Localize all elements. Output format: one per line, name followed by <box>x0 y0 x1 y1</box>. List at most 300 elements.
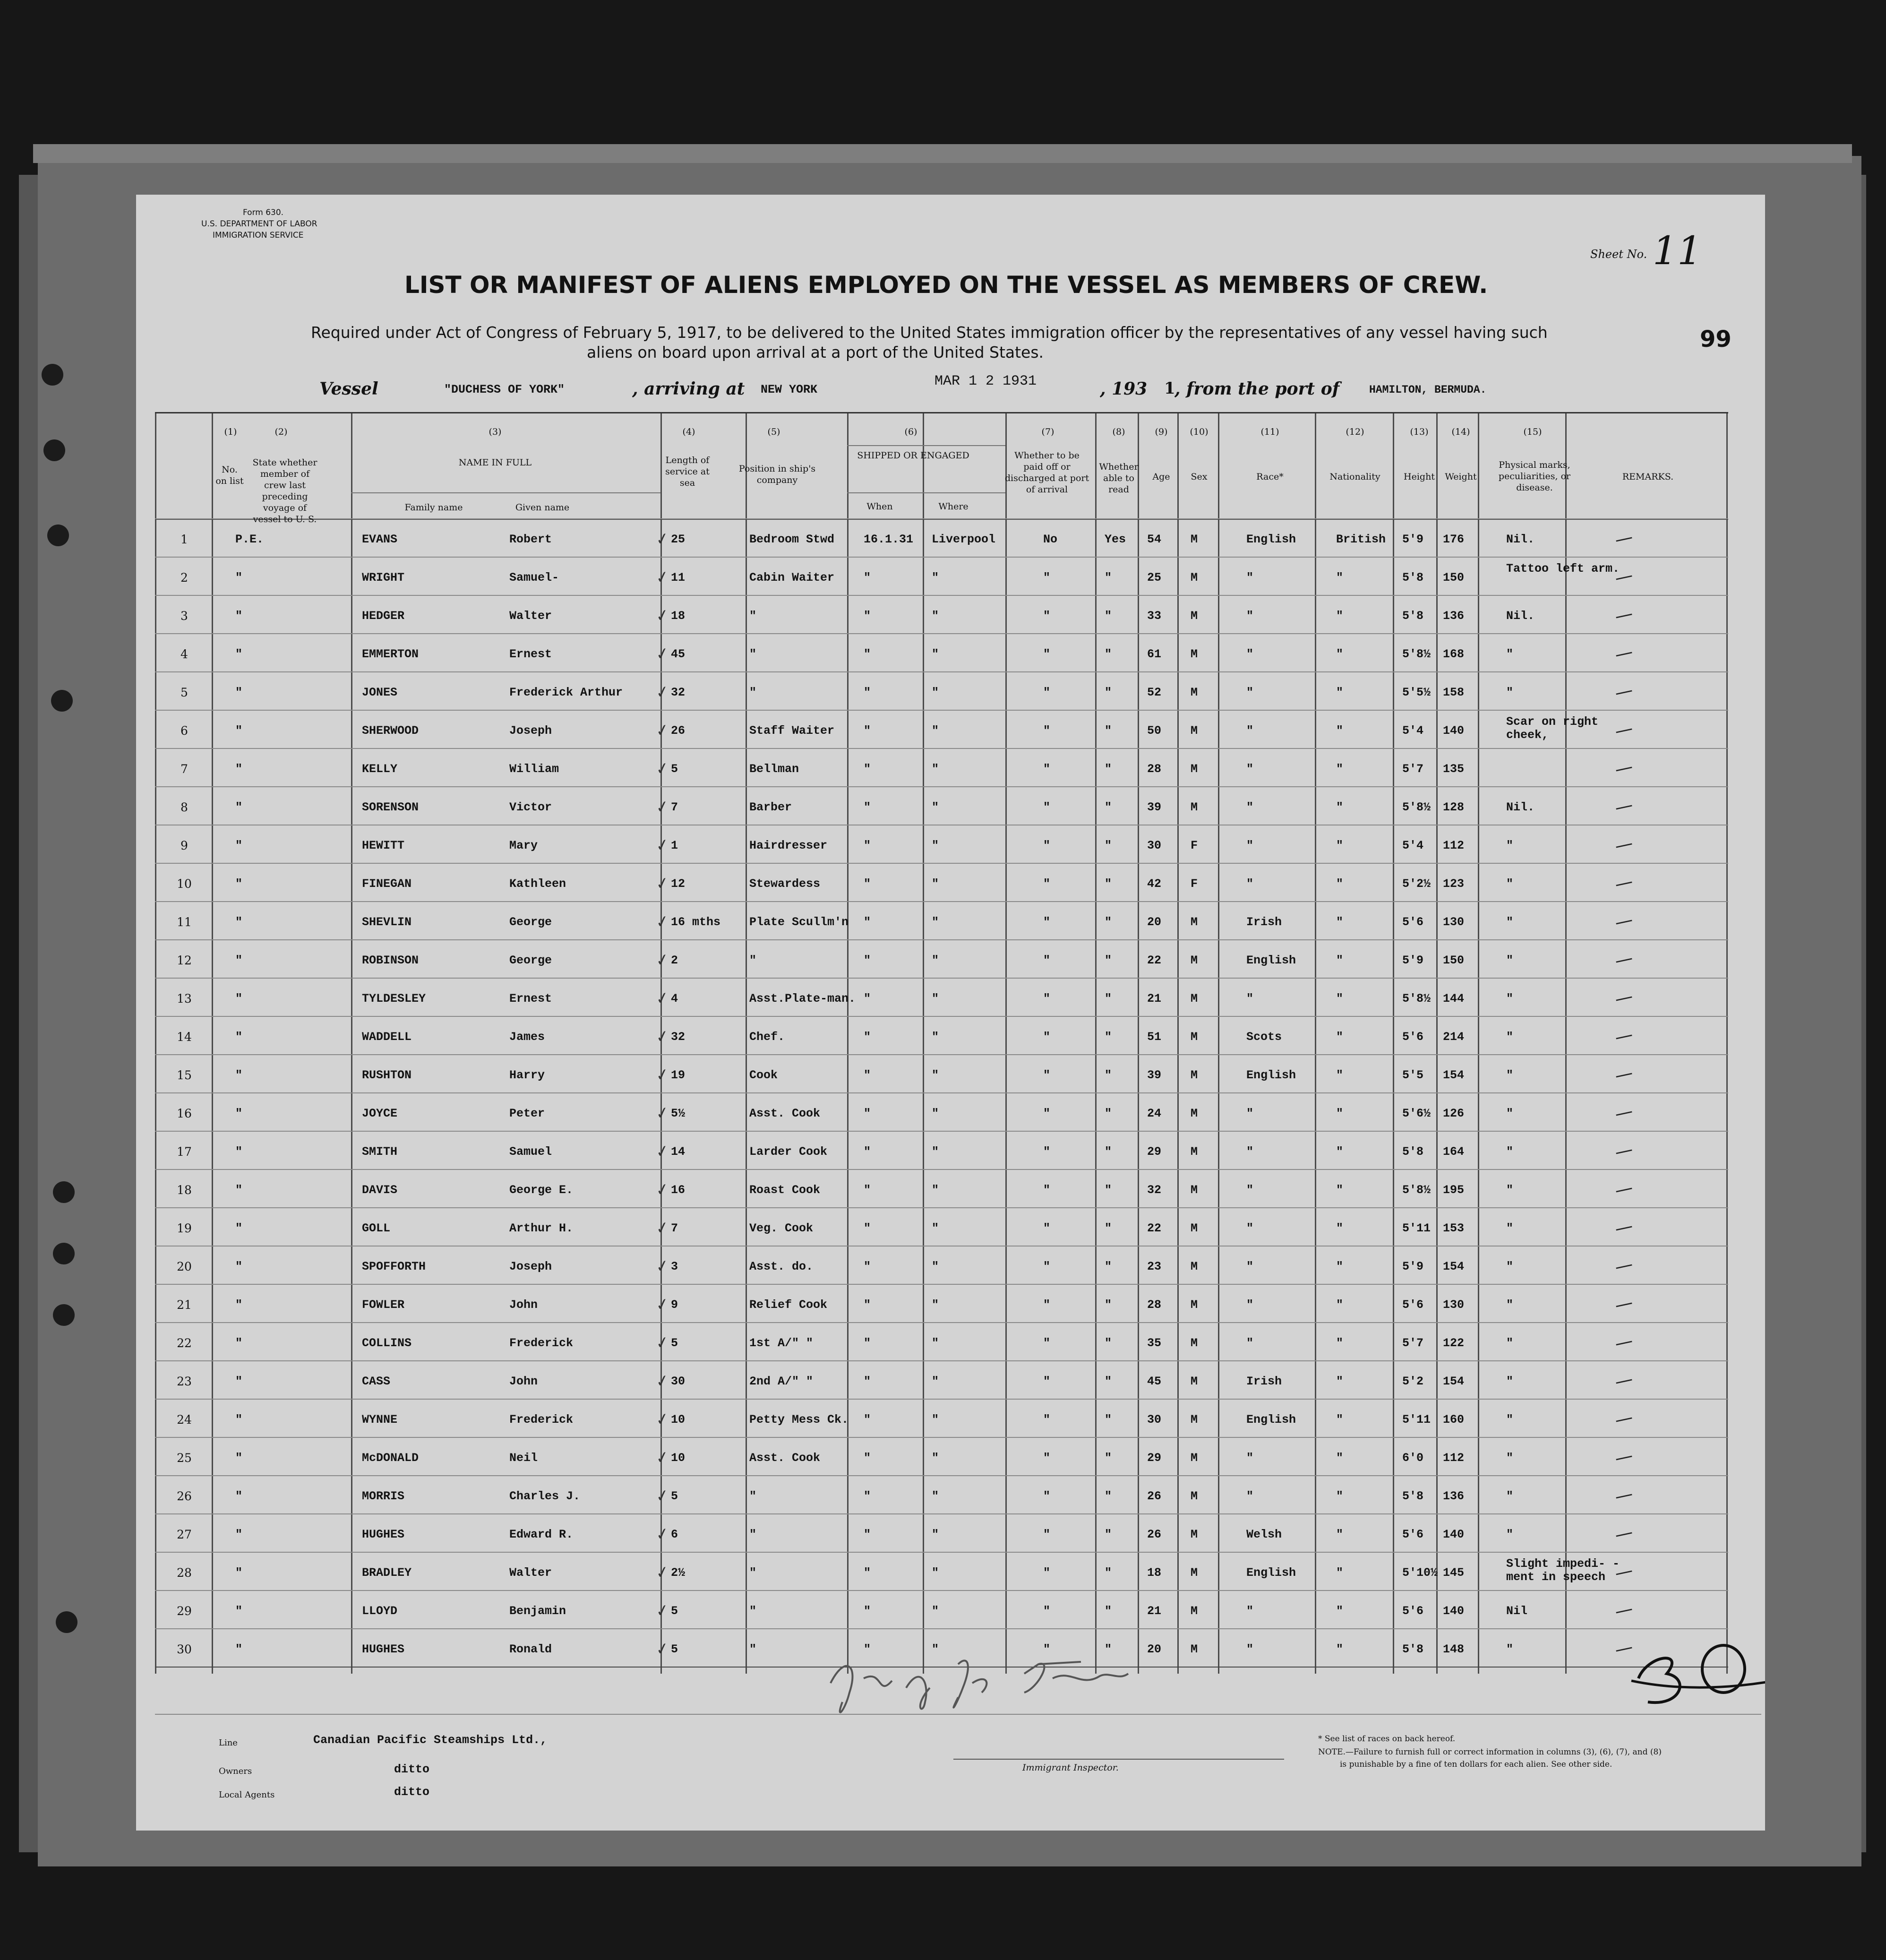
sex-cell: M <box>1191 533 1198 546</box>
nationality-cell: " <box>1336 1336 1344 1350</box>
form-number: Form 630. <box>243 208 284 217</box>
sheet-number-label: Sheet No. <box>1590 248 1647 261</box>
shipped-when-cell: " <box>864 1489 871 1503</box>
physical-marks-cell: " <box>1506 1221 1514 1235</box>
age-cell: 24 <box>1147 1107 1162 1120</box>
remarks-check-mark: — <box>1612 1291 1635 1316</box>
table-row-rule <box>155 1475 1728 1476</box>
paid-off-cell: " <box>1043 1528 1051 1541</box>
physical-marks-cell: " <box>1506 1528 1514 1541</box>
table-row-rule <box>155 710 1728 711</box>
race-cell: " <box>1246 686 1254 699</box>
year-label: , 193 <box>1100 379 1148 399</box>
shipped-where-cell: " <box>932 1030 939 1044</box>
given-name-cell: Kathleen <box>509 877 566 891</box>
sex-cell: M <box>1191 1183 1198 1197</box>
weight-cell: 128 <box>1443 800 1465 814</box>
remarks-check-mark: — <box>1612 1598 1635 1622</box>
remarks-check-mark: — <box>1612 909 1635 933</box>
able-to-read-cell: " <box>1105 800 1112 814</box>
remarks-check-mark: — <box>1612 1521 1635 1546</box>
owners-label: Owners <box>219 1766 252 1776</box>
race-cell: English <box>1246 1566 1296 1580</box>
service-tick-mark: ✓ <box>654 1255 671 1277</box>
able-to-read-cell: Yes <box>1105 533 1126 546</box>
physical-marks-cell: " <box>1506 1183 1514 1197</box>
physical-marks-cell: " <box>1506 877 1514 891</box>
col3-header: NAME IN FULL <box>458 457 532 468</box>
able-to-read-cell: " <box>1105 1030 1112 1044</box>
shipped-when-cell: " <box>864 915 871 929</box>
line-label: Line <box>219 1738 238 1748</box>
service-length-cell: 10 <box>671 1451 686 1465</box>
race-cell: " <box>1246 609 1254 623</box>
race-cell: " <box>1246 724 1254 738</box>
nationality-cell: " <box>1336 1107 1344 1120</box>
given-name-cell: Peter <box>509 1107 545 1120</box>
nationality-cell: " <box>1336 954 1344 967</box>
weight-cell: 122 <box>1443 1336 1465 1350</box>
service-length-cell: 5 <box>671 1642 678 1656</box>
remarks-check-mark: — <box>1612 832 1635 857</box>
given-name-cell: John <box>509 1298 538 1312</box>
age-cell: 23 <box>1147 1260 1162 1273</box>
race-cell: Welsh <box>1246 1528 1282 1541</box>
physical-marks-cell: Tattoo left arm. <box>1506 562 1620 576</box>
family-name-cell: SORENSON <box>362 800 419 814</box>
service-length-cell: 5 <box>671 1604 678 1618</box>
able-to-read-cell: " <box>1105 609 1112 623</box>
nationality-cell: " <box>1336 1604 1344 1618</box>
family-name-cell: TYLDESLEY <box>362 992 426 1006</box>
nationality-cell: " <box>1336 571 1344 585</box>
family-name-cell: EVANS <box>362 533 398 546</box>
weight-cell: 158 <box>1443 686 1465 699</box>
remarks-check-mark: — <box>1612 794 1635 818</box>
state-of-crew-cell: " <box>235 839 243 852</box>
service-tick-mark: ✓ <box>654 1141 671 1162</box>
race-header: Race* <box>1256 472 1284 482</box>
ship-position-cell: Cabin Waiter <box>749 571 835 585</box>
service-tick-mark: ✓ <box>654 1562 671 1583</box>
shipped-where-cell: " <box>932 686 939 699</box>
row-number: 6 <box>180 724 188 738</box>
age-cell: 35 <box>1147 1336 1162 1350</box>
col3-number: (3) <box>489 427 502 437</box>
ship-position-cell: " <box>749 1528 757 1541</box>
ship-position-cell: Asst. Cook <box>749 1107 821 1120</box>
ship-position-cell: Bellman <box>749 762 799 776</box>
table-row-rule <box>155 1360 1728 1361</box>
col13-number: (13) <box>1410 427 1429 437</box>
service-length-cell: 2½ <box>671 1566 686 1580</box>
service-length-cell: 16 <box>671 1183 686 1197</box>
table-row-rule <box>155 863 1728 864</box>
paid-off-cell: " <box>1043 1221 1051 1235</box>
table-column-rule <box>746 412 747 1674</box>
service-tick-mark: ✓ <box>654 1370 671 1392</box>
able-to-read-cell: " <box>1105 1375 1112 1388</box>
able-to-read-cell: " <box>1105 877 1112 891</box>
race-cell: " <box>1246 1107 1254 1120</box>
able-to-read-cell: " <box>1105 724 1112 738</box>
table-column-rule <box>1095 412 1097 1674</box>
physical-marks-cell: " <box>1506 647 1514 661</box>
inspector-label: Immigrant Inspector. <box>1022 1762 1119 1773</box>
service-tick-mark: ✓ <box>654 528 671 550</box>
height-cell: 5'6½ <box>1402 1107 1431 1120</box>
sex-cell: M <box>1191 1451 1198 1465</box>
family-name-cell: SHERWOOD <box>362 724 419 738</box>
age-cell: 18 <box>1147 1566 1162 1580</box>
physical-marks-cell: " <box>1506 1030 1514 1044</box>
col5-header: Position in ship's company <box>738 464 816 485</box>
age-cell: 39 <box>1147 1068 1162 1082</box>
table-row-rule <box>155 1437 1728 1438</box>
weight-cell: 130 <box>1443 915 1465 929</box>
sex-header: Sex <box>1191 472 1208 482</box>
table-row-rule <box>155 1322 1728 1323</box>
height-cell: 5'10½ <box>1402 1566 1438 1580</box>
age-cell: 20 <box>1147 1642 1162 1656</box>
arriving-label: , arriving at <box>632 379 745 399</box>
service-length-cell: 16 mths <box>671 915 721 929</box>
shipped-when-cell: " <box>864 686 871 699</box>
sex-cell: M <box>1191 1145 1198 1159</box>
height-cell: 5'7 <box>1402 1336 1424 1350</box>
row-number: 23 <box>177 1375 192 1388</box>
able-to-read-cell: " <box>1105 1566 1112 1580</box>
table-row-rule <box>351 492 660 493</box>
able-to-read-cell: " <box>1105 571 1112 585</box>
state-of-crew-cell: " <box>235 1221 243 1235</box>
age-cell: 39 <box>1147 800 1162 814</box>
height-cell: 5'5½ <box>1402 686 1431 699</box>
paid-off-cell: No <box>1043 533 1058 546</box>
age-header: Age <box>1152 472 1170 482</box>
sex-cell: M <box>1191 571 1198 585</box>
paid-off-cell: " <box>1043 800 1051 814</box>
race-cell: " <box>1246 1145 1254 1159</box>
table-row-rule <box>155 1054 1728 1055</box>
given-name-cell: Joseph <box>509 724 552 738</box>
age-cell: 20 <box>1147 915 1162 929</box>
age-cell: 26 <box>1147 1489 1162 1503</box>
nationality-cell: " <box>1336 647 1344 661</box>
race-cell: " <box>1246 839 1254 852</box>
given-name-cell: Ernest <box>509 992 552 1006</box>
underlying-sheet-edge <box>33 144 1852 163</box>
physical-marks-cell: Nil. <box>1506 533 1535 546</box>
weight-cell: 135 <box>1443 762 1465 776</box>
table-column-rule <box>1393 412 1394 1674</box>
service-tick-mark: ✓ <box>654 873 671 894</box>
remarks-check-mark: — <box>1612 985 1635 1010</box>
service-tick-mark: ✓ <box>654 1332 671 1354</box>
shipped-where-cell: " <box>932 1260 939 1273</box>
age-cell: 21 <box>1147 992 1162 1006</box>
age-cell: 61 <box>1147 647 1162 661</box>
sex-cell: M <box>1191 915 1198 929</box>
state-of-crew-cell: " <box>235 1451 243 1465</box>
nationality-cell: " <box>1336 1030 1344 1044</box>
age-cell: 50 <box>1147 724 1162 738</box>
able-to-read-cell: " <box>1105 1260 1112 1273</box>
col10-number: (10) <box>1190 427 1209 437</box>
shipped-when-cell: " <box>864 647 871 661</box>
family-name-cell: FINEGAN <box>362 877 412 891</box>
total-count-mark <box>1629 1636 1765 1711</box>
service-tick-mark: ✓ <box>654 681 671 703</box>
table-column-rule <box>1138 412 1139 1674</box>
family-name-cell: KELLY <box>362 762 398 776</box>
able-to-read-cell: " <box>1105 1604 1112 1618</box>
shipped-where-cell: " <box>932 724 939 738</box>
weight-cell: 160 <box>1443 1413 1465 1427</box>
table-column-rule <box>923 412 924 1674</box>
service-length-cell: 25 <box>671 533 686 546</box>
paid-off-cell: " <box>1043 1298 1051 1312</box>
shipped-where-cell: " <box>932 992 939 1006</box>
paid-off-cell: " <box>1043 1260 1051 1273</box>
ship-position-cell: " <box>749 954 757 967</box>
nationality-cell: " <box>1336 877 1344 891</box>
shipped-when-cell: " <box>864 724 871 738</box>
paid-off-cell: " <box>1043 609 1051 623</box>
sex-cell: F <box>1191 839 1198 852</box>
remarks-check-mark: — <box>1612 1177 1635 1201</box>
shipped-where-cell: " <box>932 839 939 852</box>
shipped-where-cell: " <box>932 1489 939 1503</box>
service-tick-mark: ✓ <box>654 1485 671 1507</box>
paid-off-cell: " <box>1043 1489 1051 1503</box>
nationality-cell: " <box>1336 1183 1344 1197</box>
shipped-where-cell: " <box>932 954 939 967</box>
remarks-check-mark: — <box>1612 526 1635 550</box>
given-name-cell: Walter <box>509 1566 552 1580</box>
shipped-when-cell: " <box>864 1183 871 1197</box>
family-name-cell: ROBINSON <box>362 954 419 967</box>
given-name-cell: James <box>509 1030 545 1044</box>
table-row-rule <box>155 412 1728 413</box>
race-cell: " <box>1246 762 1254 776</box>
height-cell: 5'8 <box>1402 1145 1424 1159</box>
paid-off-cell: " <box>1043 647 1051 661</box>
table-column-rule <box>1565 412 1567 1674</box>
state-of-crew-cell: " <box>235 571 243 585</box>
table-column-rule <box>1005 412 1007 1674</box>
ship-position-cell: " <box>749 1489 757 1503</box>
form-title: LIST OR MANIFEST OF ALIENS EMPLOYED ON THE VESSEL AS MEMBERS OF CREW. <box>404 271 1488 299</box>
binder-hole <box>47 524 69 546</box>
binder-hole <box>53 1243 75 1264</box>
shipped-where-header: Where <box>938 501 969 512</box>
shipped-when-cell: " <box>864 1375 871 1388</box>
able-to-read-cell: " <box>1105 839 1112 852</box>
shipped-where-cell: " <box>932 1413 939 1427</box>
nationality-cell: " <box>1336 1642 1344 1656</box>
family-name-cell: EMMERTON <box>362 647 419 661</box>
binder-hole <box>53 1181 75 1203</box>
paid-off-cell: " <box>1043 1030 1051 1044</box>
given-name-cell: Joseph <box>509 1260 552 1273</box>
paid-off-cell: " <box>1043 1604 1051 1618</box>
service-tick-mark: ✓ <box>654 1102 671 1124</box>
physical-marks-cell: Nil. <box>1506 609 1535 623</box>
row-number: 3 <box>180 609 188 623</box>
able-to-read-cell: " <box>1105 1107 1112 1120</box>
vessel-label: Vessel <box>319 379 378 399</box>
shipped-where-cell: " <box>932 1183 939 1197</box>
remarks-check-mark: — <box>1612 947 1635 971</box>
ship-position-cell: Plate Scullm'n <box>749 915 849 929</box>
shipped-where-cell: " <box>932 1375 939 1388</box>
remarks-check-mark: — <box>1612 717 1635 742</box>
given-name-cell: Edward R. <box>509 1528 574 1541</box>
sex-cell: M <box>1191 1642 1198 1656</box>
service-length-cell: 5 <box>671 1336 678 1350</box>
service-tick-mark: ✓ <box>654 949 671 971</box>
shipped-when-header: When <box>866 501 893 512</box>
age-cell: 22 <box>1147 1221 1162 1235</box>
able-to-read-cell: " <box>1105 915 1112 929</box>
physical-marks-cell: " <box>1506 1107 1514 1120</box>
weight-cell: 140 <box>1443 724 1465 738</box>
weight-cell: 150 <box>1443 571 1465 585</box>
row-number: 4 <box>180 647 188 661</box>
local-agents-label: Local Agents <box>219 1790 275 1800</box>
line-value: Canadian Pacific Steamships Ltd., <box>313 1733 548 1747</box>
race-cell: " <box>1246 1298 1254 1312</box>
shipped-when-cell: " <box>864 762 871 776</box>
able-to-read-cell: " <box>1105 1451 1112 1465</box>
state-of-crew-cell: " <box>235 1145 243 1159</box>
shipped-where-cell: " <box>932 1604 939 1618</box>
state-of-crew-cell: " <box>235 762 243 776</box>
remarks-check-mark: — <box>1612 564 1635 589</box>
shipped-when-cell: " <box>864 1030 871 1044</box>
race-cell: " <box>1246 877 1254 891</box>
races-note: * See list of races on back hereof. <box>1318 1734 1456 1744</box>
able-to-read-cell: " <box>1105 1145 1112 1159</box>
race-cell: English <box>1246 533 1296 546</box>
service-name: IMMIGRATION SERVICE <box>213 231 304 240</box>
sex-cell: M <box>1191 1030 1198 1044</box>
departure-port: HAMILTON, BERMUDA. <box>1369 384 1487 396</box>
physical-marks-header: Physical marks, peculiarities, or disease. <box>1498 460 1571 493</box>
row-number: 12 <box>177 954 192 967</box>
paid-off-cell: " <box>1043 1336 1051 1350</box>
weight-cell: 168 <box>1443 647 1465 661</box>
nationality-cell: British <box>1336 533 1386 546</box>
family-name-cell: HUGHES <box>362 1528 405 1541</box>
table-row-rule <box>155 1092 1728 1093</box>
age-cell: 25 <box>1147 571 1162 585</box>
service-tick-mark: ✓ <box>654 911 671 933</box>
nationality-cell: " <box>1336 1145 1344 1159</box>
state-of-crew-cell: " <box>235 1566 243 1580</box>
remarks-check-mark: — <box>1612 1062 1635 1086</box>
height-cell: 5'6 <box>1402 915 1424 929</box>
remarks-check-mark: — <box>1612 1253 1635 1278</box>
page-number: 99 <box>1700 326 1732 352</box>
col9-number: (9) <box>1155 427 1168 437</box>
row-number: 2 <box>180 571 188 585</box>
age-cell: 42 <box>1147 877 1162 891</box>
weight-cell: 140 <box>1443 1528 1465 1541</box>
department-name: U.S. DEPARTMENT OF LABOR <box>201 219 317 229</box>
able-to-read-cell: " <box>1105 954 1112 967</box>
service-length-cell: 5 <box>671 1489 678 1503</box>
given-name-cell: Frederick Arthur <box>509 686 623 699</box>
table-row-rule <box>155 786 1728 787</box>
nationality-cell: " <box>1336 762 1344 776</box>
row-number: 27 <box>177 1528 192 1541</box>
paid-off-cell: " <box>1043 1145 1051 1159</box>
row-number: 13 <box>177 992 192 1006</box>
year-suffix: 1 <box>1164 379 1175 398</box>
service-length-cell: 6 <box>671 1528 678 1541</box>
state-of-crew-cell: " <box>235 1604 243 1618</box>
sex-cell: M <box>1191 686 1198 699</box>
nationality-cell: " <box>1336 992 1344 1006</box>
remarks-check-mark: — <box>1612 1138 1635 1163</box>
weight-cell: 144 <box>1443 992 1465 1006</box>
table-row-rule <box>155 748 1728 749</box>
given-name-cell: George <box>509 915 552 929</box>
height-cell: 5'8½ <box>1402 1183 1431 1197</box>
shipped-where-cell: " <box>932 1642 939 1656</box>
able-to-read-cell: " <box>1105 762 1112 776</box>
shipped-when-cell: " <box>864 1413 871 1427</box>
weight-cell: 176 <box>1443 533 1465 546</box>
weight-cell: 130 <box>1443 1298 1465 1312</box>
shipped-where-cell: " <box>932 571 939 585</box>
table-row-rule <box>155 978 1728 979</box>
given-name-header: Given name <box>515 502 570 513</box>
weight-cell: 123 <box>1443 877 1465 891</box>
shipped-where-cell: Liverpool <box>932 533 996 546</box>
paid-off-cell: " <box>1043 1413 1051 1427</box>
shipped-where-cell: " <box>932 800 939 814</box>
row-number: 8 <box>180 800 188 814</box>
sex-cell: M <box>1191 724 1198 738</box>
race-cell: " <box>1246 1183 1254 1197</box>
table-row-rule <box>155 1169 1728 1170</box>
total-count <box>1660 1645 1661 1646</box>
physical-marks-cell: " <box>1506 954 1514 967</box>
ship-position-cell: 2nd A/" " <box>749 1375 814 1388</box>
table-row-rule <box>155 595 1728 596</box>
height-cell: 5'11 <box>1402 1413 1431 1427</box>
family-name-cell: GOLL <box>362 1221 391 1235</box>
shipped-where-cell: " <box>932 1336 939 1350</box>
service-length-cell: 26 <box>671 724 686 738</box>
service-tick-mark: ✓ <box>654 834 671 856</box>
race-cell: " <box>1246 1451 1254 1465</box>
race-cell: " <box>1246 1221 1254 1235</box>
ship-position-cell: Cook <box>749 1068 778 1082</box>
ship-position-cell: " <box>749 1642 757 1656</box>
service-tick-mark: ✓ <box>654 988 671 1009</box>
height-cell: 5'6 <box>1402 1528 1424 1541</box>
race-cell: " <box>1246 1642 1254 1656</box>
sex-cell: M <box>1191 1260 1198 1273</box>
service-length-cell: 7 <box>671 800 678 814</box>
paid-off-cell: " <box>1043 686 1051 699</box>
physical-marks-cell: " <box>1506 686 1514 699</box>
height-header: Height <box>1404 472 1435 482</box>
